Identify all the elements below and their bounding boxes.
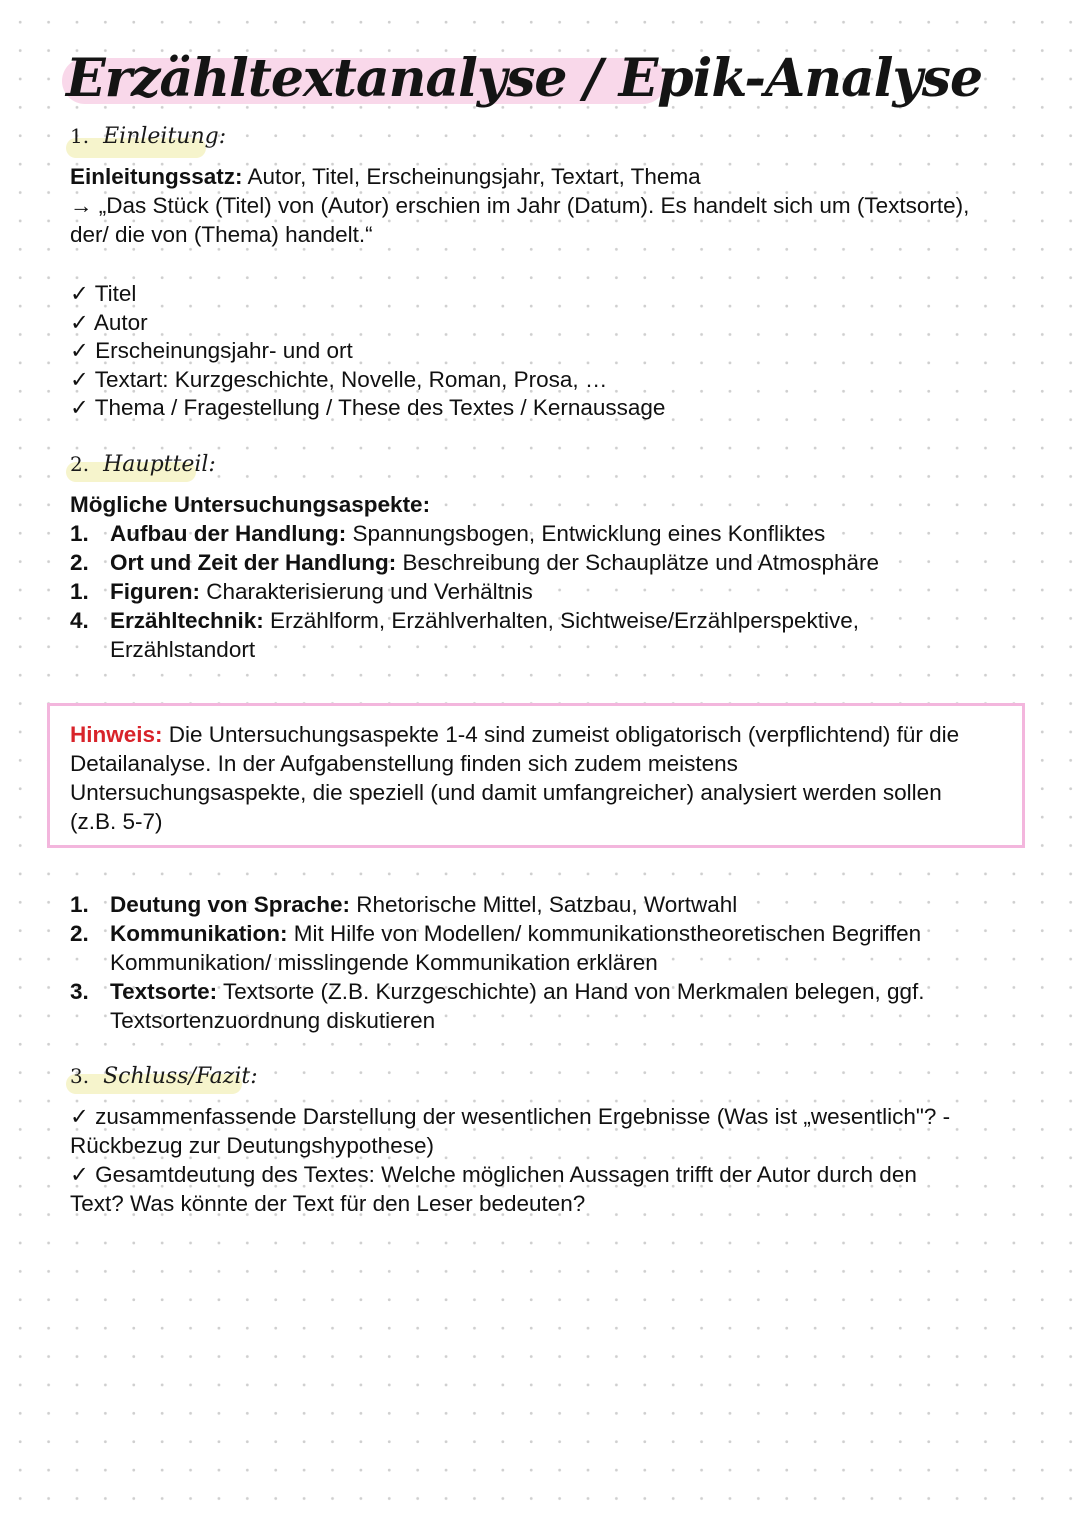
intro-block [70, 162, 1030, 249]
hint-label: Hinweis: [70, 722, 163, 747]
hauptteil-subheading: Mögliche Untersuchungsaspekte: [70, 492, 431, 517]
aspect-number: 1. [70, 579, 89, 604]
schluss-line: ✓ zusammenfassende Darstellung der wesentlichen Ergebnisse (Was ist „wesentlich"? - [70, 1104, 951, 1129]
intro-text: Autor, Titel, Erscheinungsjahr, Textart, Thema [242, 164, 701, 189]
hauptteil-block [70, 490, 1030, 664]
aspect-list [70, 519, 1030, 664]
schluss-line: Text? Was könnte der Text für den Leser bedeuten? [70, 1191, 586, 1216]
aspect-label: Figuren: [110, 579, 200, 604]
section-number: 1. [70, 124, 90, 148]
checklist-item: ✓ Titel [70, 281, 137, 306]
aspect-label: Deutung von Sprache: [110, 892, 351, 917]
page-title: Erzähltextanalyse / Epik-Analyse [66, 48, 983, 109]
aspect-label: Textsorte: [110, 979, 218, 1004]
section-title: Schluss/Fazit: [103, 1064, 258, 1089]
einleitung-checklist [70, 280, 665, 423]
aspect-text-continued: Textsortenzuordnung diskutieren [110, 1008, 436, 1033]
hint-line: Untersuchungsaspekte, die speziell (und damit umfangreicher) analysiert werden sollen [70, 780, 942, 805]
section-number: 3. [70, 1064, 90, 1088]
checklist-item: ✓ Erscheinungsjahr- und ort [70, 338, 353, 364]
section-title: Einleitung: [103, 124, 227, 149]
aspect-label: Kommunikation: [110, 921, 288, 946]
aspect-number: 1. [70, 521, 89, 546]
aspect-number: 2. [70, 921, 89, 946]
schluss-line: Rückbezug zur Deutungshypothese) [70, 1133, 434, 1158]
aspect-text: Erzählform, Erzählverhalten, Sichtweise/Erzählperspektive, [263, 608, 860, 633]
intro-example-line: → „Das Stück (Titel) von (Autor) erschien im Jahr (Datum). Es handelt sich um (Textsorte), [70, 193, 970, 218]
aspect-text: Charakterisierung und Verhältnis [200, 579, 533, 604]
aspect-text: Mit Hilfe von Modellen/ kommunikationstheoretischen Begriffen [287, 921, 922, 946]
aspect-text: Textsorte (Z.B. Kurzgeschichte) an Hand von Merkmalen belegen, ggf. [217, 979, 925, 1004]
aspect-text: Beschreibung der Schauplätze und Atmosphäre [396, 550, 880, 575]
aspect-label: Ort und Zeit der Handlung: [110, 550, 397, 575]
checklist-item: ✓ Textart: Kurzgeschichte, Novelle, Roman, Prosa, … [70, 366, 608, 392]
aspect-item [70, 919, 1030, 977]
aspect-item [70, 519, 1030, 548]
aspect-number: 4. [70, 608, 89, 633]
checklist-item: ✓ Thema / Fragestellung / These des Textes / Kernaussage [70, 395, 666, 421]
aspect-number: 3. [70, 979, 89, 1004]
aspect-label: Aufbau der Handlung: [110, 521, 347, 546]
aspect-item [70, 890, 1030, 919]
hint-line: Detailanalyse. In der Aufgabenstellung finden sich zudem meistens [70, 751, 738, 776]
aspect-label: Erzähltechnik: [110, 608, 264, 633]
section-heading-einleitung [70, 124, 226, 149]
hint-line: Die Untersuchungsaspekte 1-4 sind zumeist obligatorisch (verpflichtend) für die [162, 722, 960, 747]
additional-aspect-list [70, 890, 1030, 1035]
aspect-item [70, 606, 1030, 664]
checklist-item: ✓ Autor [70, 309, 148, 335]
hint-line: (z.B. 5-7) [70, 809, 163, 834]
section-title: Hauptteil: [103, 452, 216, 477]
aspect-number: 1. [70, 892, 89, 917]
intro-sentence [70, 162, 1030, 191]
schluss-block [70, 1102, 1030, 1218]
aspect-text-continued: Erzählstandort [110, 637, 256, 662]
intro-example-line: der/ die von (Thema) handelt.“ [70, 222, 373, 247]
aspect-text: Rhetorische Mittel, Satzbau, Wortwahl [350, 892, 738, 917]
section-heading-schluss [70, 1064, 258, 1089]
schluss-line: ✓ Gesamtdeutung des Textes: Welche möglichen Aussagen trifft der Autor durch den [70, 1162, 917, 1187]
aspect-item [70, 977, 1030, 1035]
section-heading-hauptteil [70, 452, 216, 477]
hint-text [70, 720, 1020, 836]
section-number: 2. [70, 452, 90, 476]
aspect-number: 2. [70, 550, 89, 575]
aspect-text: Spannungsbogen, Entwicklung eines Konfliktes [346, 521, 826, 546]
aspect-text-continued: Kommunikation/ misslingende Kommunikation erklären [110, 950, 658, 975]
aspect-item [70, 548, 1030, 577]
intro-label: Einleitungssatz: [70, 164, 243, 189]
aspect-item [70, 577, 1030, 606]
